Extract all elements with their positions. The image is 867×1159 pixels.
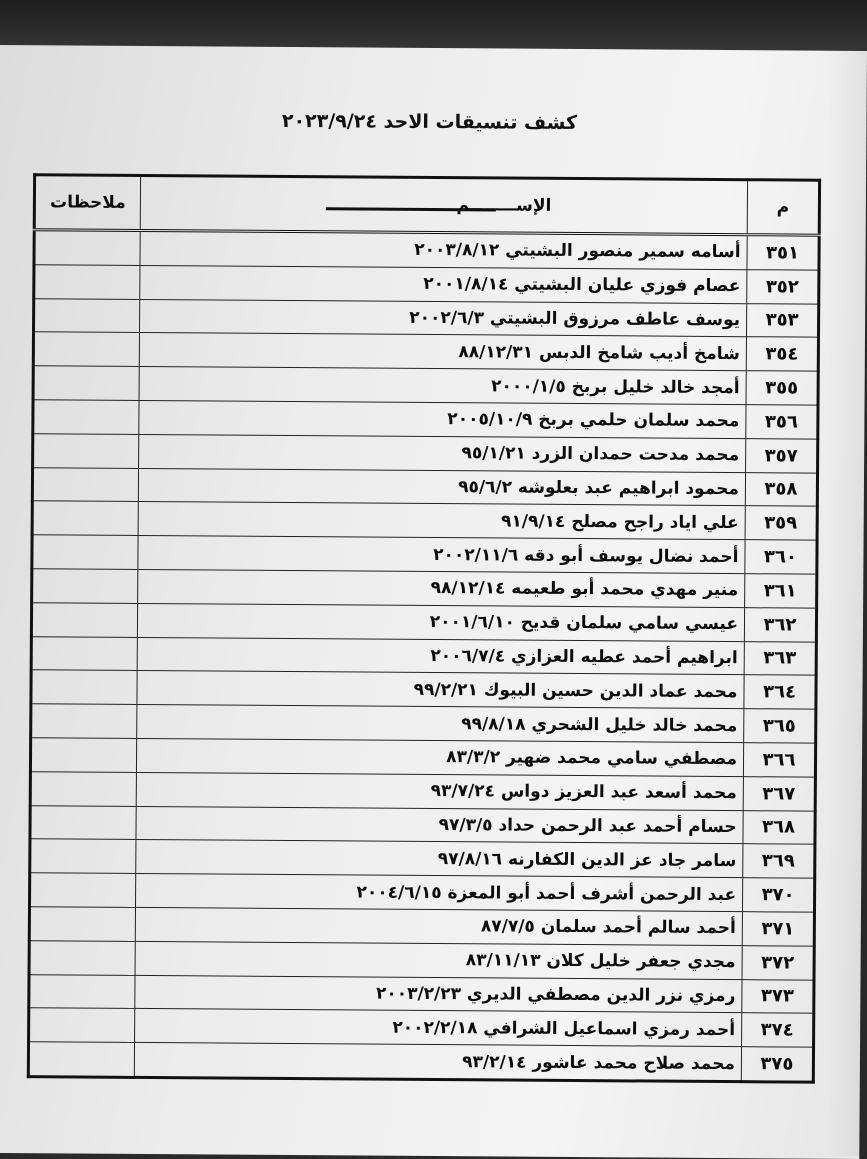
row-number: ٣٥١ (747, 235, 819, 270)
row-notes (33, 433, 139, 468)
row-number: ٣٦٣ (744, 641, 816, 675)
table-row (33, 366, 818, 405)
row-name: محمد سلمان حلمي بربخ ٢٠٠٥/١٠/٩ (139, 400, 746, 438)
table-row (29, 974, 814, 1013)
row-name: أحمد سالم أحمد سلمان ٨٧/٧/٥ (135, 907, 742, 945)
row-name: حسام أحمد عبد الرحمن حداد ٩٧/٣/٥ (136, 806, 743, 844)
row-notes (34, 230, 140, 266)
row-number: ٣٧١ (742, 912, 814, 946)
table-row (28, 1042, 813, 1082)
roster-table (27, 173, 821, 1083)
table-row (31, 670, 816, 709)
row-notes (30, 805, 136, 840)
row-notes (31, 636, 137, 671)
table-row (31, 602, 816, 641)
row-name: علي اياد راجح مصلح ٩١/٩/١٤ (138, 502, 745, 540)
row-name: شامخ أديب شامخ الدبس ٨٨/١٢/٣١ (139, 333, 746, 371)
row-number: ٣٥٣ (746, 303, 818, 337)
table-row (30, 738, 815, 777)
table-row (30, 771, 815, 810)
row-name: منير مهدي محمد أبو طعيمه ٩٨/١٢/١٤ (138, 569, 745, 607)
table-row (30, 805, 815, 844)
table-row (33, 332, 818, 371)
row-number: ٣٦٧ (743, 776, 815, 810)
paper-sheet (0, 45, 867, 1159)
row-number: ٣٦٦ (743, 743, 815, 777)
row-name: عيسي سامي سلمان قديح ٢٠٠١/٦/١٠ (137, 603, 744, 641)
row-name: محمد مدحت حمدان الزرد ٩٥/١/٢١ (139, 434, 746, 472)
row-notes (30, 738, 136, 773)
table-row (32, 535, 817, 574)
row-name: مجدي جعفر خليل كلان ٨٣/١١/١٣ (135, 941, 742, 979)
table-row (32, 569, 817, 608)
row-notes (32, 467, 138, 502)
row-number: ٣٥٨ (745, 472, 817, 506)
row-name: أمجد خالد خليل بربخ ٢٠٠٠/١/٥ (139, 367, 746, 405)
table-row (34, 265, 819, 304)
row-name: عصام فوزي عليان البشيتي ٢٠٠١/٨/١٤ (140, 265, 747, 303)
table-row (29, 1008, 814, 1047)
row-notes (33, 366, 139, 401)
table-row (32, 467, 817, 506)
row-number: ٣٦٥ (744, 709, 816, 743)
table-row (31, 636, 816, 675)
row-name: عبد الرحمن أشرف أحمد أبو المعزة ٢٠٠٤/٦/١٥ (135, 874, 742, 912)
row-notes (31, 602, 137, 637)
row-number: ٣٧٤ (742, 1013, 814, 1047)
table-row (32, 501, 817, 540)
header-notes: ملاحظات (34, 175, 140, 231)
row-number: ٣٦٨ (743, 810, 815, 844)
table-row (31, 704, 816, 743)
row-notes (30, 839, 136, 874)
header-name-label: الإســــــــم (336, 194, 551, 216)
row-name: محمد عماد الدين حسين البيوك ٩٩/٢/٢١ (137, 671, 744, 709)
row-number: ٣٥٥ (746, 371, 818, 405)
row-number: ٣٥٦ (746, 405, 818, 439)
row-name: أحمد نضال يوسف أبو دقه ٢٠٠٢/١١/٦ (138, 536, 745, 574)
row-notes (30, 771, 136, 806)
row-number: ٣٥٧ (746, 438, 818, 472)
row-name: محمد خالد خليل الشحري ٩٩/٨/١٨ (137, 705, 744, 743)
row-name: سامر جاد عز الدين الكفارنه ٩٧/٨/١٦ (136, 840, 743, 878)
table-header (34, 175, 819, 235)
row-number: ٣٧٣ (742, 979, 814, 1013)
row-notes (29, 907, 135, 942)
row-name: يوسف عاطف مرزوق البشيتي ٢٠٠٢/٦/٣ (140, 299, 747, 337)
row-number: ٣٦٩ (743, 844, 815, 878)
table-row (29, 907, 814, 946)
row-number: ٣٥٩ (745, 506, 817, 540)
row-name: ابراهيم أحمد عطيه العزازي ٢٠٠٦/٧/٤ (137, 637, 744, 675)
row-notes (32, 569, 138, 604)
row-name: أسامه سمير منصور البشيتي ٢٠٠٣/٨/١٢ (140, 230, 747, 269)
header-number: م (747, 180, 819, 236)
row-number: ٣٧٠ (742, 878, 814, 912)
row-notes (34, 298, 140, 333)
row-notes (32, 535, 138, 570)
row-name: محمد أسعد عبد العزيز دواس ٩٣/٧/٢٤ (136, 772, 743, 810)
table-row (29, 940, 814, 979)
table-row (33, 400, 818, 439)
table-row (33, 433, 818, 472)
document-title: كشف تنسيقات الاحد ٢٠٢٣/٩/٢٤ (281, 109, 578, 135)
row-notes (31, 670, 137, 705)
row-number: ٣٧٥ (741, 1047, 813, 1082)
table-row (29, 873, 814, 912)
table-body (28, 230, 819, 1082)
row-number: ٣٥٢ (747, 269, 819, 303)
row-number: ٣٥٤ (746, 337, 818, 371)
row-number: ٣٦٤ (744, 675, 816, 709)
row-number: ٣٦٢ (744, 607, 816, 641)
row-name: محمود ابراهيم عبد بعلوشه ٩٥/٦/٢ (138, 468, 745, 506)
row-notes (31, 704, 137, 739)
row-name: مصطفي سامي محمد ضهير ٨٣/٣/٢ (136, 738, 743, 776)
row-name: أحمد رمزي اسماعيل الشرافي ٢٠٠٢/٢/١٨ (135, 1009, 742, 1047)
row-name: رمزي نزر الدين مصطفي الديري ٢٠٠٣/٢/٢٣ (135, 975, 742, 1013)
row-notes (33, 400, 139, 435)
table-row (34, 298, 819, 337)
header-name (140, 175, 747, 234)
table-row (34, 230, 819, 270)
row-notes (32, 501, 138, 536)
table-row (30, 839, 815, 878)
row-number: ٣٦٠ (745, 540, 817, 574)
row-notes (29, 1008, 135, 1043)
row-notes (29, 974, 135, 1009)
row-notes (29, 940, 135, 975)
row-number: ٣٦١ (745, 574, 817, 608)
row-notes (29, 873, 135, 908)
header-row (34, 175, 819, 235)
row-name: محمد صلاح محمد عاشور ٩٣/٢/١٤ (134, 1043, 741, 1082)
row-number: ٣٧٢ (742, 945, 814, 979)
row-notes (28, 1042, 134, 1078)
row-notes (34, 265, 140, 300)
row-notes (33, 332, 139, 367)
